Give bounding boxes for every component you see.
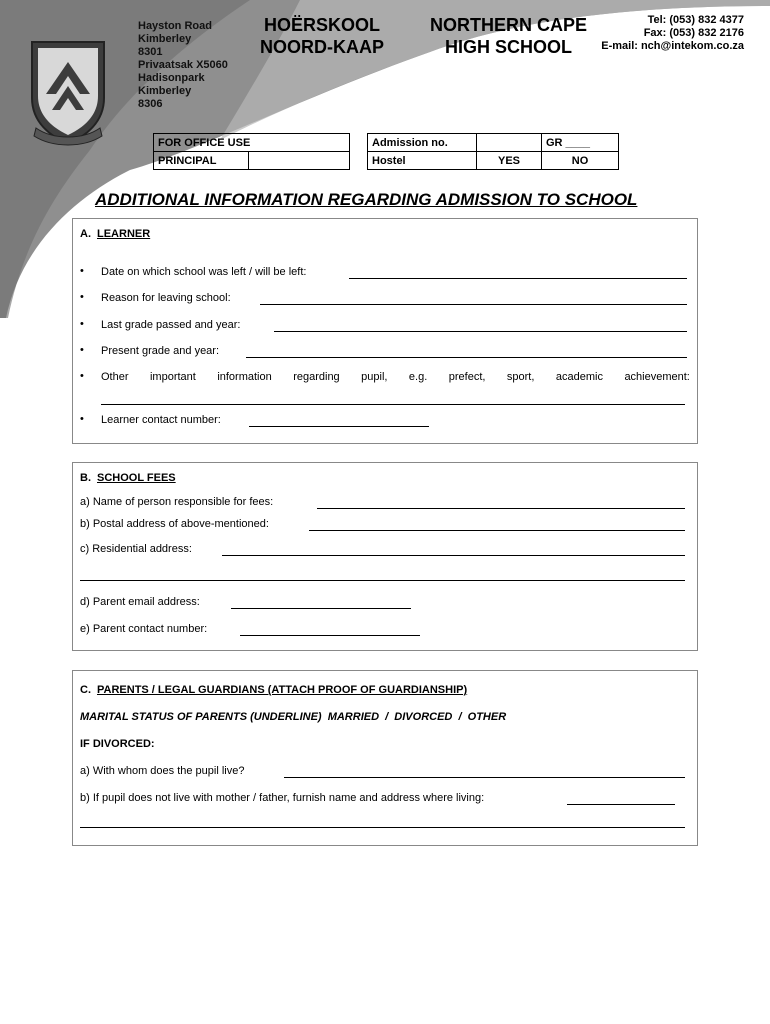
hostel-yes-option[interactable]: YES	[477, 152, 542, 170]
residential-address-field[interactable]	[222, 555, 685, 556]
if-divorced-label: IF DIVORCED:	[80, 738, 155, 750]
living-address-field-line-2[interactable]	[80, 827, 685, 828]
school-name-english: NORTHERN CAPE HIGH SCHOOL	[430, 15, 588, 57]
section-c-heading: C. PARENTS / LEGAL GUARDIANS (ATTACH PROOF OF GUARDIANSHIP)	[80, 684, 468, 696]
postal-address-field[interactable]	[309, 530, 685, 531]
reason-leaving-label: Reason for leaving school:	[101, 292, 231, 304]
school-crest-logo	[28, 36, 108, 146]
date-left-label: Date on which school was left / will be left:	[101, 266, 307, 278]
living-address-field[interactable]	[567, 804, 675, 805]
learner-contact-label: Learner contact number:	[101, 414, 221, 426]
bullet-icon: •	[80, 318, 84, 330]
school-name-afrikaans: HOËRSKOOL NOORD-KAAP	[260, 15, 384, 57]
other-info-label: Other important information regarding pupil, e.g. prefect, sport, academic achievement:	[101, 371, 690, 383]
parent-email-label: d) Parent email address:	[80, 596, 200, 608]
residential-address-label: c) Residential address:	[80, 543, 192, 555]
bullet-icon: •	[80, 344, 84, 356]
school-contact-details: Tel: (053) 832 4377 Fax: (053) 832 2176 E-mail: nch@intekom.co.za	[601, 14, 744, 52]
gr-field[interactable]: GR ____	[542, 134, 619, 152]
for-office-use-label: FOR OFFICE USE	[154, 134, 350, 152]
bullet-icon: •	[80, 291, 84, 303]
school-address: Hayston Road Kimberley 8301 Privaatsak X5060 Hadisonpark Kimberley 8306	[138, 20, 228, 110]
hostel-no-option[interactable]: NO	[542, 152, 619, 170]
admission-no-label: Admission no.	[368, 134, 477, 152]
office-use-table	[153, 133, 350, 170]
section-c-parents	[72, 670, 698, 846]
parent-email-field[interactable]	[231, 608, 411, 609]
postal-address-label: b) Postal address of above-mentioned:	[80, 518, 269, 530]
principal-label: PRINCIPAL	[154, 152, 249, 170]
bullet-icon: •	[80, 370, 84, 382]
parent-contact-label: e) Parent contact number:	[80, 623, 208, 635]
bullet-icon: •	[80, 265, 84, 277]
section-b-heading: B. SCHOOL FEES	[80, 472, 176, 484]
present-grade-field[interactable]	[246, 357, 687, 358]
learner-contact-field[interactable]	[249, 426, 429, 427]
form-title: ADDITIONAL INFORMATION REGARDING ADMISSION TO SCHOOL	[95, 190, 638, 209]
marital-status-label[interactable]: MARITAL STATUS OF PARENTS (UNDERLINE) MARRIED / DIVORCED / OTHER	[80, 711, 507, 723]
section-a-heading: A. LEARNER	[80, 228, 151, 240]
living-address-label: b) If pupil does not live with mother / father, furnish name and address where living:	[80, 792, 485, 804]
fees-person-label: a) Name of person responsible for fees:	[80, 496, 274, 508]
date-left-field[interactable]	[349, 278, 687, 279]
last-grade-field[interactable]	[274, 331, 687, 332]
residential-address-field-line-2[interactable]	[80, 580, 685, 581]
fees-person-field[interactable]	[317, 508, 685, 509]
reason-leaving-field[interactable]	[260, 304, 687, 305]
pupil-lives-with-field[interactable]	[284, 777, 685, 778]
pupil-lives-with-label: a) With whom does the pupil live?	[80, 765, 245, 777]
admission-table	[367, 133, 619, 170]
present-grade-label: Present grade and year:	[101, 345, 220, 357]
parent-contact-field[interactable]	[240, 635, 420, 636]
bullet-icon: •	[80, 413, 84, 425]
admission-no-field[interactable]	[477, 134, 542, 152]
hostel-label: Hostel	[368, 152, 477, 170]
last-grade-label: Last grade passed and year:	[101, 319, 241, 331]
other-info-field[interactable]	[101, 404, 685, 405]
principal-field[interactable]	[249, 152, 350, 170]
